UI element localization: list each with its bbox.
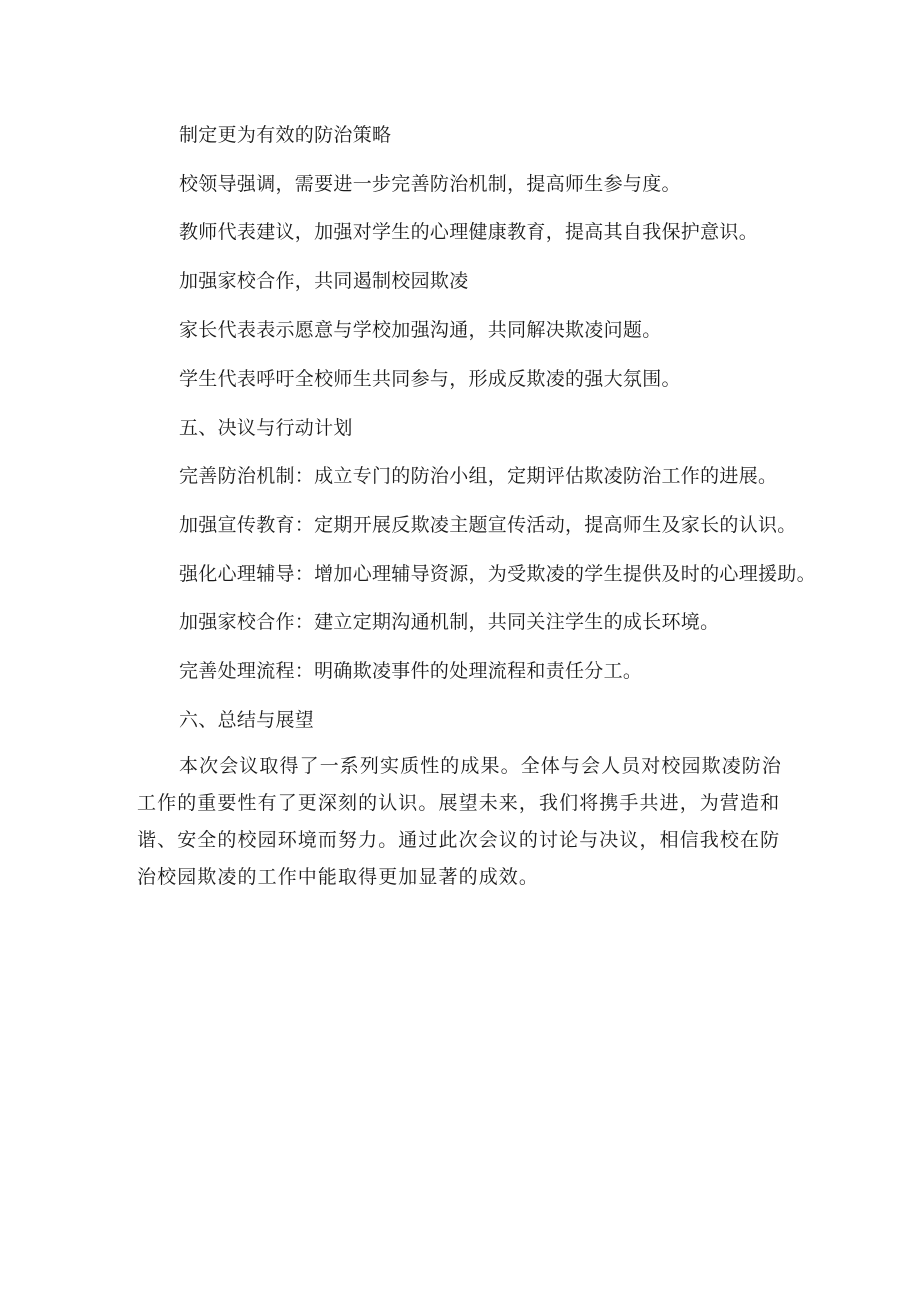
subheading-cooperation: 加强家校合作，共同遏制校园欺凌 <box>179 270 469 292</box>
paragraph-line: 家长代表表示愿意与学校加强沟通，共同解决欺凌问题。 <box>179 319 662 341</box>
summary-paragraph: 本次会议取得了一系列实质性的成果。全体与会人员对校园欺凌防治工作的重要性有了更深刻的认识。展望未来，我们将携手共进，为营造和谐、安全的校园环境而努力。通过此次会议的讨论与决议，相信我校在防治校园欺凌的工作中能取得更加显著的成效。 <box>137 755 783 888</box>
resolution-item: 加强宣传教育：定期开展反欺凌主题宣传活动，提高师生及家长的认识。 <box>179 514 797 536</box>
paragraph-line: 学生代表呼吁全校师生共同参与，形成反欺凌的强大氛围。 <box>179 368 681 390</box>
resolution-item: 完善防治机制：成立专门的防治小组，定期评估欺凌防治工作的进展。 <box>179 465 778 487</box>
subheading-strategy: 制定更为有效的防治策略 <box>179 124 392 146</box>
section-heading-summary: 六、总结与展望 <box>179 709 315 731</box>
resolution-item: 加强家校合作：建立定期沟通机制，共同关注学生的成长环境。 <box>179 611 720 633</box>
section-heading-resolutions: 五、决议与行动计划 <box>179 417 353 439</box>
resolution-item: 完善处理流程：明确欺凌事件的处理流程和责任分工。 <box>179 660 643 682</box>
paragraph-line: 教师代表建议，加强对学生的心理健康教育，提高其自我保护意识。 <box>179 221 759 243</box>
paragraph-line: 校领导强调，需要进一步完善防治机制，提高师生参与度。 <box>179 173 681 195</box>
resolution-item: 强化心理辅导：增加心理辅导资源，为受欺凌的学生提供及时的心理援助。 <box>179 563 816 585</box>
